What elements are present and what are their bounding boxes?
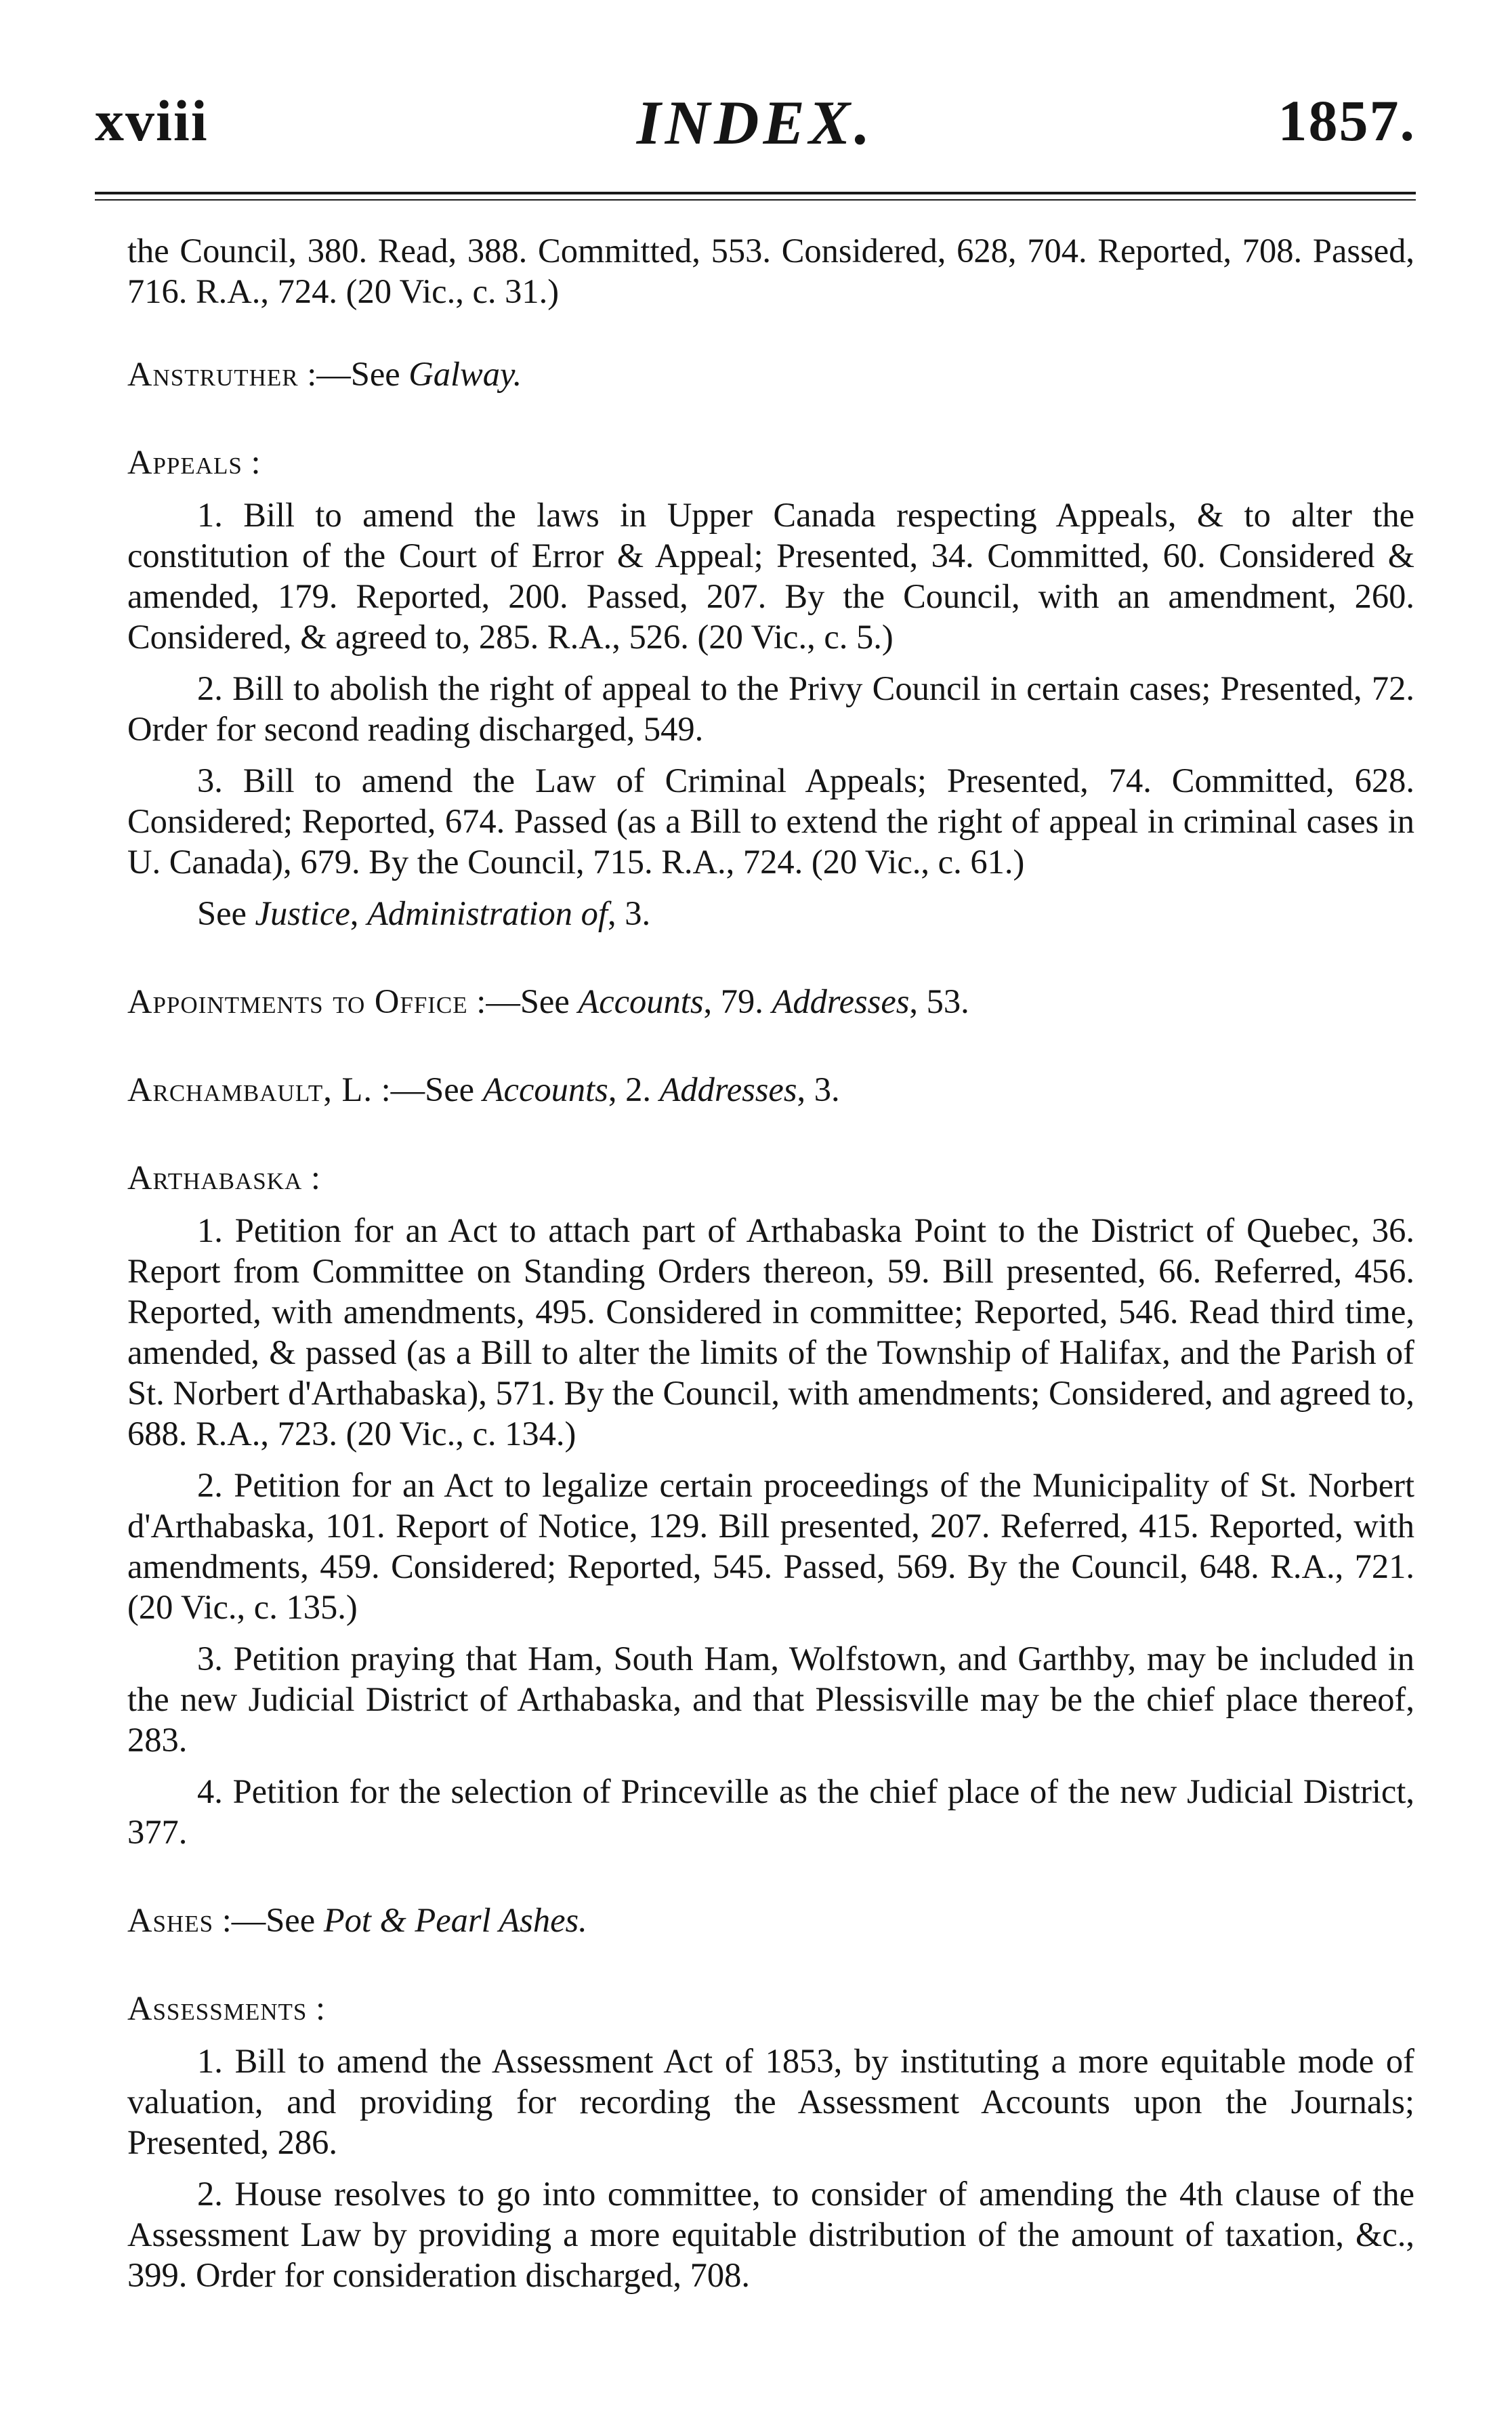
- entry-appeals: [127, 442, 1414, 482]
- entry-separator: :—See: [298, 355, 409, 393]
- cross-reference: Administration of: [367, 894, 608, 932]
- entry-separator: :: [242, 443, 261, 481]
- cross-reference: Pot & Pearl Ashes.: [323, 1901, 587, 1939]
- reference-number: , 2.: [608, 1070, 660, 1108]
- reference-number: , 53.: [909, 982, 969, 1020]
- entry-separator: :: [302, 1159, 320, 1196]
- sub-entry: 4. Petition for the selection of Princeville as the chief place of the new Judicial District, 377.: [127, 1772, 1414, 1851]
- page-number: xviii: [95, 88, 209, 153]
- entry-heading: Archambault, L.: [127, 1070, 373, 1108]
- page-header: [95, 87, 1416, 161]
- sub-entry: 3. Bill to amend the Law of Criminal Appeals; Presented, 74. Committed, 628. Considered; Reported, 674. Passed (as a Bill to extend the right of appeal in criminal cases in U. Canada), 679. By the Council, 715. R.A., 724. (20 Vic., c. 61.): [127, 762, 1414, 881]
- entry-separator: :—See: [467, 982, 579, 1020]
- entry-assessments: [127, 1988, 1414, 2028]
- header-rule-thin: [95, 199, 1416, 201]
- sub-entry: 1. Bill to amend the laws in Upper Canada respecting Appeals, & to alter the constitution of the Court of Error & Appeal; Presented, 34. Committed, 60. Considered & amended, 179. Reported, 200. Passed, 207. By the Council, with an amendment, 260. Considered, & agreed to, 285. R.A., 526. (20 Vic., c. 5.): [127, 496, 1414, 656]
- see-also-line: [197, 893, 1414, 934]
- cross-reference: Addresses: [772, 982, 910, 1020]
- entry-heading: Ashes: [127, 1901, 214, 1939]
- page-year: 1857.: [1278, 88, 1416, 153]
- entry-heading: Assessments: [127, 1989, 308, 2027]
- reference-number: , 79.: [703, 982, 772, 1020]
- sub-entry: 2. Petition for an Act to legalize certain proceedings of the Municipality of St. Norbert d'Arthabaska, 101. Report of Notice, 129. Bill presented, 207. Referred, 415. Reported, with amendments, 459. Considered; Reported, 545. Passed, 569. By the Council, 648. R.A., 721. (20 Vic., c. 135.): [127, 1466, 1414, 1626]
- header-rule-thick: [95, 192, 1416, 194]
- entry-heading: Appointments to Office: [127, 982, 468, 1020]
- sub-entry: 1. Petition for an Act to attach part of Arthabaska Point to the District of Quebec, 36. Report from Committee on Standing Orders thereon, 59. Bill presented, 66. Referred, 456. Reported, with amendments, 495. Considered in committee; Reported, 546. Read third time, amended, & passed (as a Bill to alter the limits of the Township of Halifax, and the Parish of St. Norbert d'Arthabaska), 571. By the Council, with amendments; Considered, and agreed to, 688. R.A., 723. (20 Vic., c. 134.): [127, 1211, 1414, 1453]
- index-body: [127, 230, 1414, 2306]
- entry-arthabaska: [127, 1157, 1414, 1198]
- page-title: INDEX.: [636, 88, 875, 157]
- entry-separator: :—See: [213, 1901, 324, 1939]
- entry-ashes: [127, 1900, 1414, 1940]
- entry-heading: Anstruther: [127, 355, 299, 393]
- entry-anstruther: [127, 354, 1414, 394]
- cross-reference: Justice: [255, 894, 350, 932]
- cross-reference: Accounts: [578, 982, 704, 1020]
- see-mid: ,: [350, 894, 368, 932]
- see-prefix: See: [197, 894, 255, 932]
- cross-reference: Addresses: [659, 1070, 797, 1108]
- sub-entry: 3. Petition praying that Ham, South Ham, Wolfstown, and Garthby, may be included in the new Judicial District of Arthabaska, and that Plessisville may be the chief place thereof, 283.: [127, 1640, 1414, 1759]
- sub-entry: 2. House resolves to go into committee, to consider of amending the 4th clause of the Assessment Law by providing a more equitable distribution of the amount of taxation, &c., 399. Order for consideration discharged, 708.: [127, 2175, 1414, 2294]
- entry-separator: :: [307, 1989, 325, 2027]
- sub-entry: 2. Bill to abolish the right of appeal to the Privy Council in certain cases; Presented, 72. Order for second reading discharged, 549.: [127, 669, 1414, 748]
- entry-heading: Arthabaska: [127, 1159, 303, 1196]
- cross-reference: Galway.: [408, 355, 522, 393]
- reference-number: , 3.: [797, 1070, 840, 1108]
- entry-archambault: [127, 1069, 1414, 1110]
- entry-appointments: [127, 981, 1414, 1022]
- entry-separator: :—See: [373, 1070, 483, 1108]
- sub-entry: 1. Bill to amend the Assessment Act of 1853, by instituting a more equitable mode of valuation, and providing for recording the Assessment Accounts upon the Journals; Presented, 286.: [127, 2042, 1414, 2161]
- entry-heading: Appeals: [127, 443, 243, 481]
- see-suffix: , 3.: [607, 894, 651, 932]
- cross-reference: Accounts: [482, 1070, 608, 1108]
- continuation-entry: the Council, 380. Read, 388. Committed, 553. Considered, 628, 704. Reported, 708. Passed, 716. R.A., 724. (20 Vic., c. 31.): [127, 232, 1414, 310]
